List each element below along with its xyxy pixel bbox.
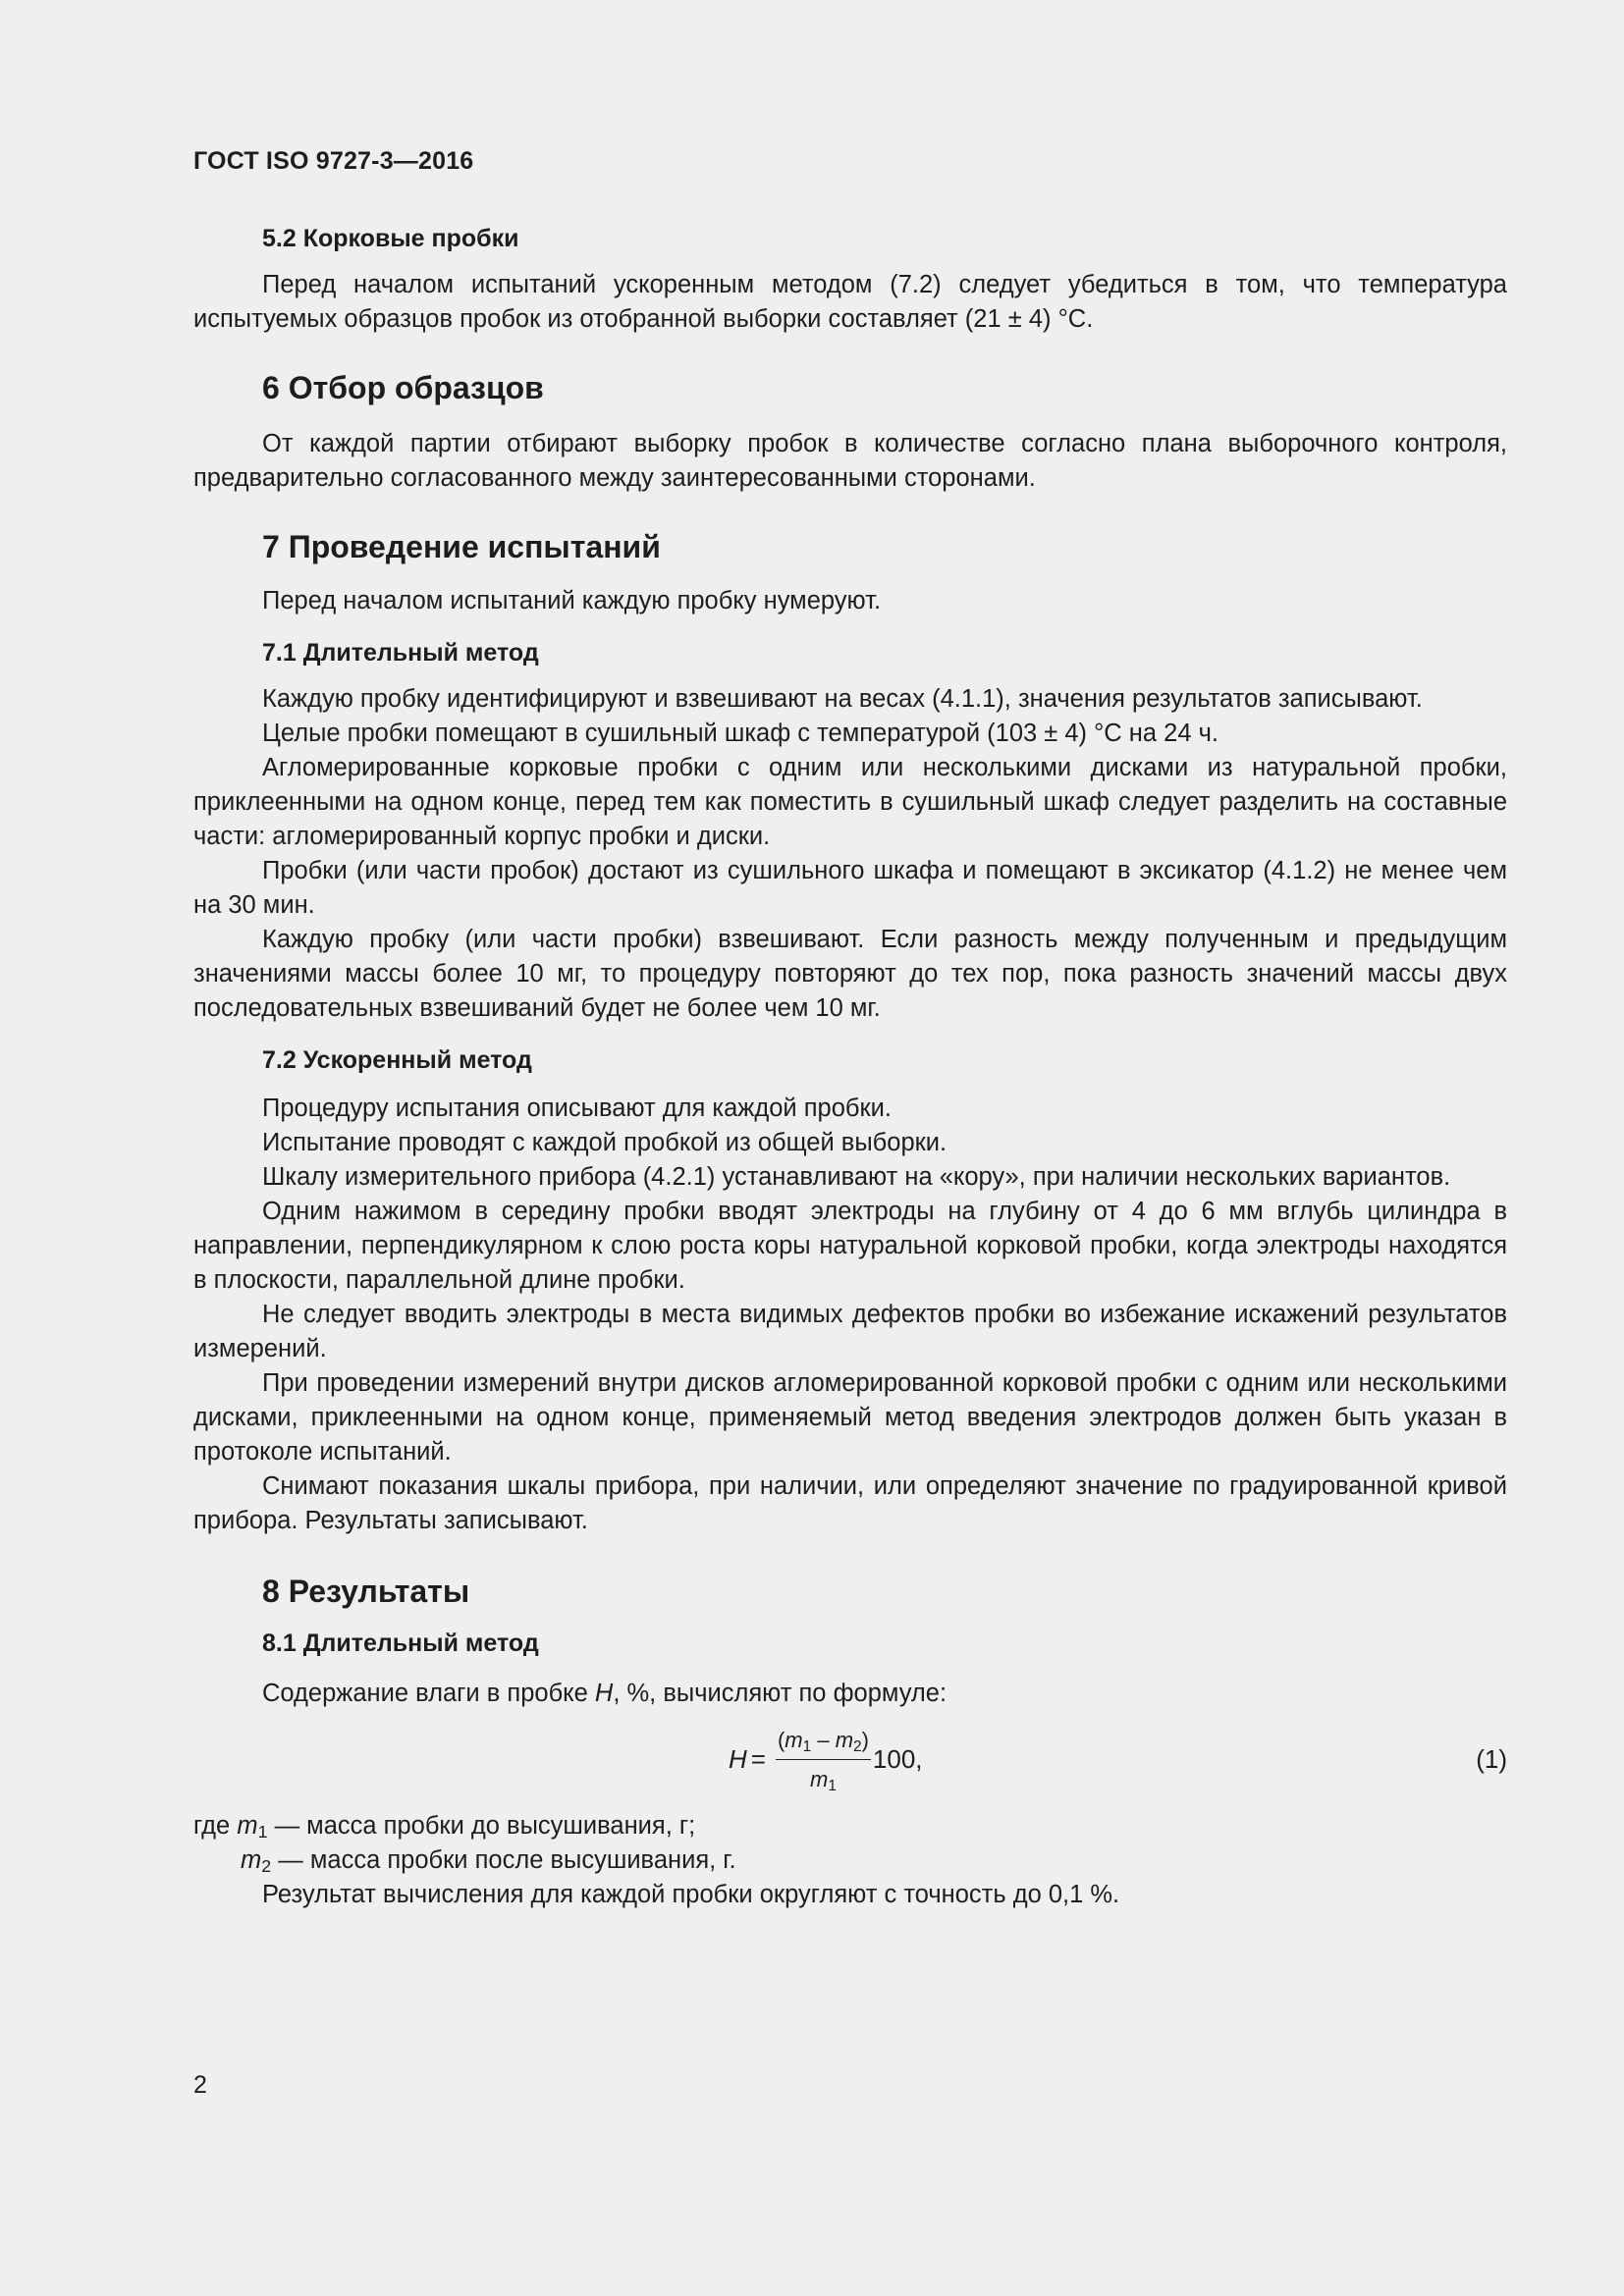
section-6-title: 6 Отбор образцов <box>262 370 544 405</box>
paragraph: Процедуру испытания описывают для каждой пробки. <box>262 1095 892 1122</box>
section-8-title: 8 Результаты <box>262 1574 470 1609</box>
moisture-formula: H = $\frac{(m_1 - m_2)}{m_1}$ 100, <box>729 1723 923 1796</box>
equation-number: (1) <box>1476 1744 1507 1774</box>
fraction-numerator: $(m_1 - m_2)$ <box>776 1723 871 1760</box>
fraction-denominator: $m_1$ <box>809 1767 837 1794</box>
paragraph: Пробки (или части пробок) достают из сушильного шкафа и помещают в эксикатор (4.1.2) не менее чем на 30 мин. <box>193 857 1507 919</box>
paragraph: Испытание проводят с каждой пробкой из общей выборки. <box>262 1129 947 1156</box>
section-7-title: 7 Проведение испытаний <box>262 529 661 564</box>
page-number: 2 <box>193 2071 207 2099</box>
paragraph: Агломерированные корковые пробки с одним или несколькими дисками из натуральной пробки, приклеенными на одном конце, перед тем как поместить в сушильный шкаф следует разделить на составные части: агломерированный корпус пробки и диски. <box>193 754 1507 850</box>
section-7-1-title: 7.1 Длительный метод <box>262 639 539 667</box>
formula-block <box>193 1723 1507 1799</box>
paragraph: Не следует вводить электроды в места видимых дефектов пробки во избежание искажений результатов измерений. <box>193 1301 1507 1362</box>
document-code-header: ГОСТ ISO 9727-3—2016 <box>193 147 474 175</box>
paragraph: Перед началом испытаний каждую пробку нумеруют. <box>262 587 882 614</box>
section-5-2-title: 5.2 Корковые пробки <box>262 225 519 252</box>
paragraph: Шкалу измерительного прибора (4.2.1) устанавливают на «кору», при наличии нескольких вариантов. <box>262 1163 1451 1191</box>
definition-m1: где $m_1$ — масса пробки до высушивания, г; <box>193 1812 696 1842</box>
paragraph: Каждую пробку (или части пробки) взвешивают. Если разность между полученным и предыдущим значениями массы более 10 мг, то процедуру повторяют до тех пор, пока разность значений массы двух последовательных взвешиваний будет не более чем 10 мг. <box>193 926 1507 1022</box>
formula-intro: Содержание влаги в пробке H, %, вычисляют по формуле: <box>262 1680 947 1707</box>
variable-definitions <box>193 1809 1507 1912</box>
paragraph: Снимают показания шкалы прибора, при наличии, или определяют значение по градуированной кривой прибора. Результаты записывают. <box>193 1472 1507 1534</box>
page-content <box>193 222 1507 1912</box>
definition-m2: $m_2$ — масса пробки после высушивания, г. <box>241 1846 736 1876</box>
paragraph: Результат вычисления для каждой пробки округляют с точность до 0,1 %. <box>262 1881 1120 1908</box>
paragraph: Каждую пробку идентифицируют и взвешивают на весах (4.1.1), значения результатов записывают. <box>262 685 1423 713</box>
section-7-2-title: 7.2 Ускоренный метод <box>262 1046 532 1074</box>
variable-h: H <box>594 1680 614 1707</box>
paragraph: Перед началом испытаний ускоренным методом (7.2) следует убедиться в том, что температура испытуемых образцов пробок из отобранной выборки составляет (21 ± 4) °С. <box>193 271 1507 333</box>
paragraph: Целые пробки помещают в сушильный шкаф с температурой (103 ± 4) °С на 24 ч. <box>262 720 1218 747</box>
formula-fraction <box>776 1723 871 1796</box>
paragraph: От каждой партии отбирают выборку пробок в количестве согласно плана выборочного контроля, предварительно согласованного между заинтересованными сторонами. <box>193 430 1507 492</box>
paragraph: Одним нажимом в середину пробки вводят электроды на глубину от 4 до 6 мм вглубь цилиндра в направлении, перпендикулярном к слою роста коры натуральной корковой пробки, когда электроды находятся в плоскости, параллельной длине пробки. <box>193 1198 1507 1294</box>
section-8-1-title: 8.1 Длительный метод <box>262 1629 539 1657</box>
paragraph: При проведении измерений внутри дисков агломерированной корковой пробки с одним или несколькими дисками, приклеенными на одном конце, применяемый метод введения электродов должен быть указан в протоколе испытаний. <box>193 1369 1507 1466</box>
